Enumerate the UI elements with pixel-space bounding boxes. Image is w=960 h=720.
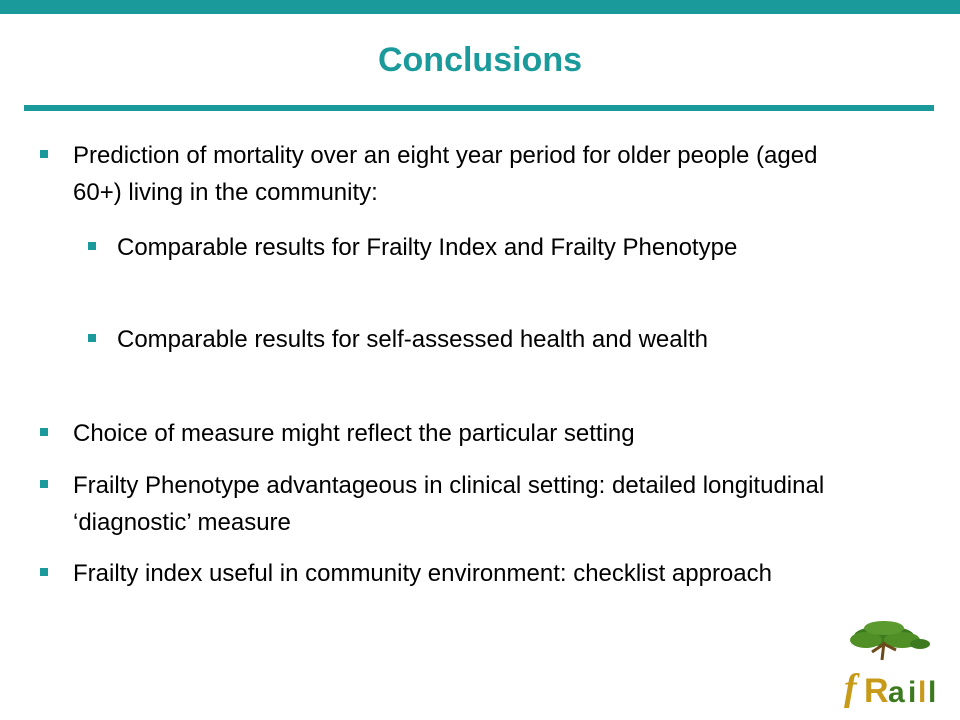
square-bullet-icon xyxy=(88,334,96,342)
bullet-text: Comparable results for self-assessed health and wealth xyxy=(117,326,708,353)
svg-text:R: R xyxy=(864,672,889,710)
bullet-item xyxy=(40,467,860,541)
square-bullet-icon xyxy=(40,568,48,576)
square-bullet-icon xyxy=(88,242,96,250)
bullet-text: Comparable results for Frailty Index and Frailty Phenotype xyxy=(117,234,738,261)
sub-bullet-item xyxy=(88,229,848,266)
slide-title: Conclusions xyxy=(377,41,583,79)
svg-text:a: a xyxy=(888,676,905,709)
square-bullet-icon xyxy=(40,150,48,158)
svg-text:l: l xyxy=(928,676,937,709)
frail-logo xyxy=(836,620,940,710)
bullet-item xyxy=(40,137,860,211)
square-bullet-icon xyxy=(40,480,48,488)
bullet-item xyxy=(40,415,860,452)
bullet-text: Frailty Phenotype advantageous in clinical setting: detailed longitudinal ‘diagnostic’ measure xyxy=(73,472,825,536)
svg-text:i: i xyxy=(908,676,917,709)
square-bullet-icon xyxy=(40,428,48,436)
sub-bullet-item xyxy=(88,321,848,358)
bullet-text: Frailty index useful in community environment: checklist approach xyxy=(73,560,772,587)
bullet-text: Prediction of mortality over an eight year period for older people (aged 60+) living in the community: xyxy=(73,142,818,206)
svg-text:f: f xyxy=(844,667,857,709)
tree-icon xyxy=(836,620,940,710)
svg-text:l: l xyxy=(918,676,927,709)
bullet-item xyxy=(40,555,860,592)
bullet-text: Choice of measure might reflect the particular setting xyxy=(73,420,635,447)
